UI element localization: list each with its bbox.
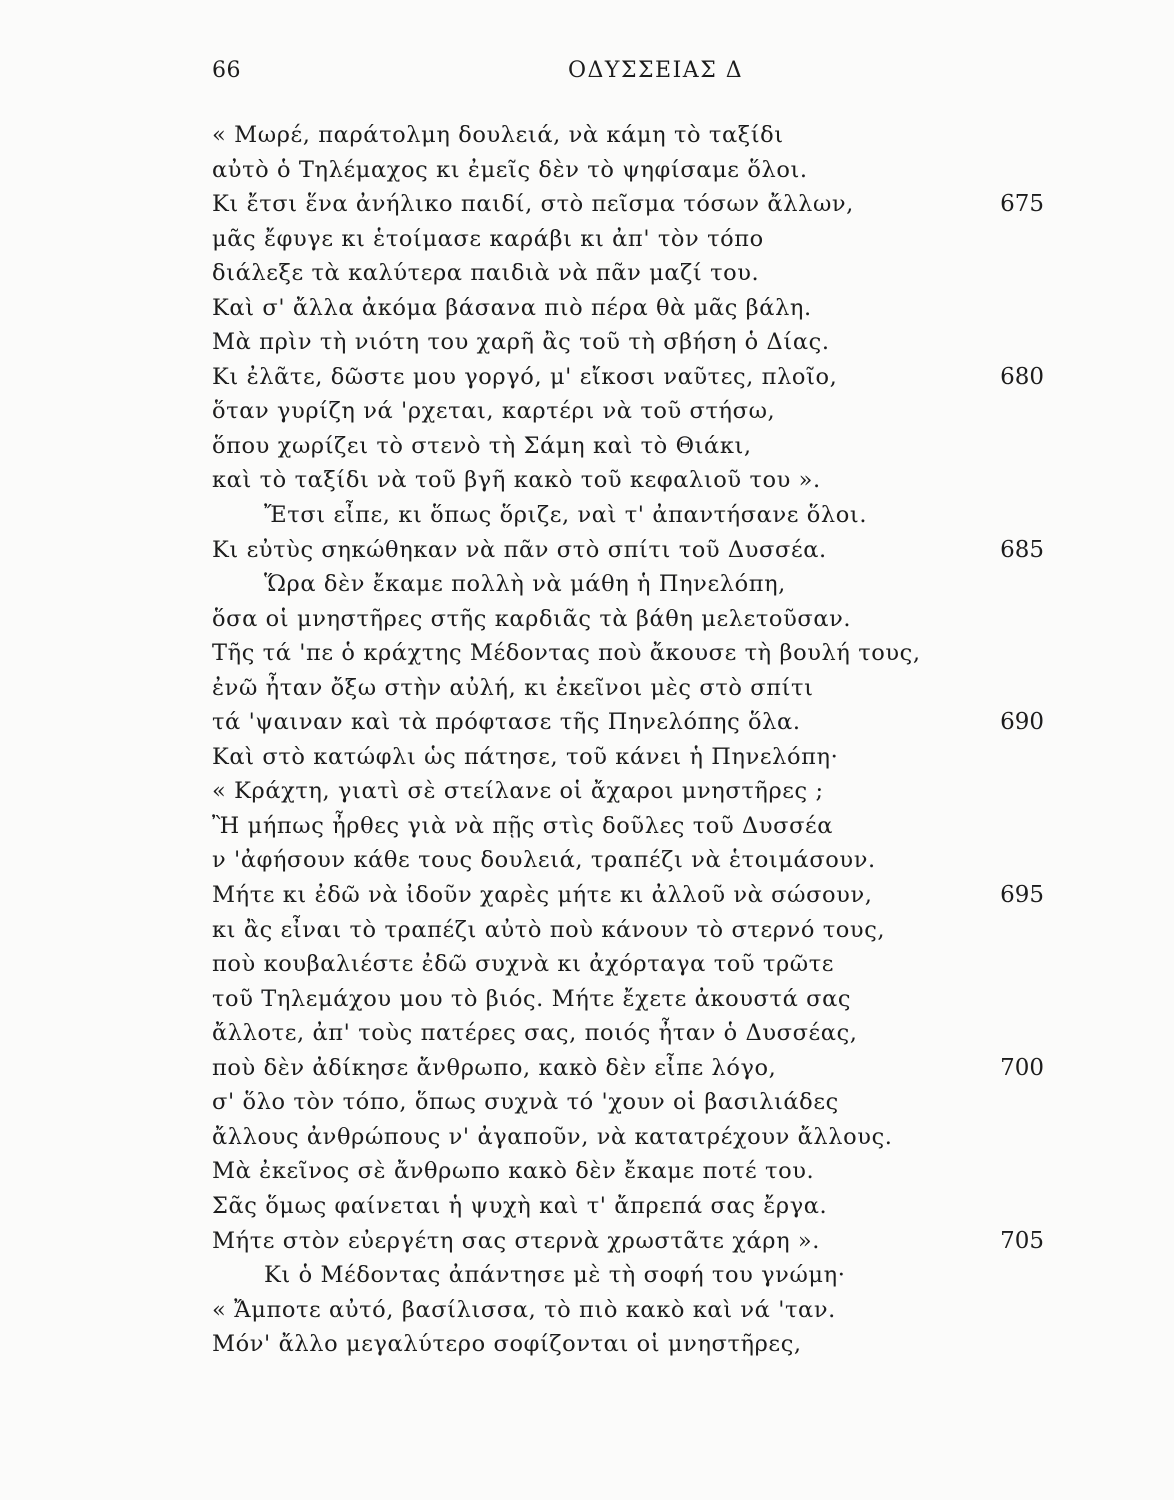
poem-text: [212, 118, 1052, 1362]
verse-line: [212, 843, 1052, 878]
verse-line: [212, 809, 1052, 844]
verse-line: [212, 1293, 1052, 1328]
verse-line: [212, 394, 1052, 429]
verse-line: [212, 567, 1052, 602]
verse-text: αὐτὸ ὁ Τηλέμαχος κι ἐμεῖς δὲν τὸ ψηφίσαμε ὅλοι.: [212, 156, 808, 183]
verse-line: [212, 1189, 1052, 1224]
verse-text: Ἢ μήπως ἦρθες γιὰ νὰ πῇς στὶς δοῦλες τοῦ Δυσσέα: [212, 812, 834, 839]
verse-line: [212, 153, 1052, 188]
verse-line: [212, 498, 1052, 533]
verse-line: [212, 463, 1052, 498]
verse-line: [212, 118, 1052, 153]
line-number: 685: [1000, 536, 1044, 563]
verse-line: [212, 982, 1052, 1017]
verse-text: Μήτε στὸν εὐεργέτη σας στερνὰ χρωστᾶτε χάρη ».: [212, 1227, 821, 1254]
verse-text: ν 'ἀφήσουν κάθε τους δουλειά, τραπέζι νὰ ἑτοιμάσουν.: [212, 847, 876, 874]
verse-text: Κι ὁ Μέδοντας ἀπάντησε μὲ τὴ σοφή του γνώμη·: [264, 1262, 846, 1289]
verse-line: [212, 222, 1052, 257]
verse-text: ὅσα οἱ μνηστῆρες στῆς καρδιᾶς τὰ βάθη μελετοῦσαν.: [212, 605, 852, 632]
line-number: 695: [1000, 882, 1044, 909]
verse-text: Μὰ πρὶν τὴ νιότη του χαρῆ ἂς τοῦ τὴ σβήση ὁ Δίας.: [212, 329, 830, 356]
line-number: 705: [1000, 1227, 1044, 1254]
verse-text: ποὺ κουβαλιέστε ἐδῶ συχνὰ κι ἀχόρταγα τοῦ τρῶτε: [212, 951, 835, 978]
verse-text: « Μωρέ, παράτολμη δουλειά, νὰ κάμη τὸ ταξίδι: [212, 122, 784, 148]
verse-text: μᾶς ἔφυγε κι ἑτοίμασε καράβι κι ἀπ' τὸν τόπο: [212, 225, 764, 252]
verse-text: ὅπου χωρίζει τὸ στενὸ τὴ Σάμη καὶ τὸ Θιάκι,: [212, 432, 752, 459]
verse-text: ποὺ δὲν ἀδίκησε ἄνθρωπο, κακὸ δὲν εἶπε λόγο,: [212, 1054, 777, 1081]
verse-line: [212, 291, 1052, 326]
verse-text: Μόν' ἄλλο μεγαλύτερο σοφίζονται οἱ μνηστῆρες,: [212, 1331, 802, 1358]
verse-text: Κι ἐλᾶτε, δῶστε μου γοργό, μ' εἴκοσι ναῦτες, πλοῖο,: [212, 363, 838, 390]
verse-line: [212, 360, 1052, 395]
verse-line: [212, 602, 1052, 637]
verse-text: Καὶ σ' ἄλλα ἀκόμα βάσανα πιὸ πέρα θὰ μᾶς βάλη.: [212, 294, 812, 321]
verse-text: « Κράχτη, γιατὶ σὲ στείλανε οἱ ἄχαροι μνηστῆρες ;: [212, 778, 824, 805]
verse-line: [212, 1085, 1052, 1120]
verse-line: [212, 1120, 1052, 1155]
verse-line: [212, 187, 1052, 222]
verse-text: σ' ὅλο τὸν τόπο, ὅπως συχνὰ τό 'χουν οἱ βασιλιάδες: [212, 1089, 839, 1116]
verse-line: [212, 705, 1052, 740]
verse-line: [212, 429, 1052, 464]
verse-line: [212, 671, 1052, 706]
verse-text: ἄλλους ἀνθρώπους ν' ἀγαποῦν, νὰ κατατρέχουν ἄλλους.: [212, 1123, 893, 1150]
verse-text: τά 'ψαιναν καὶ τὰ πρόφτασε τῆς Πηνελόπης ὅλα.: [212, 709, 801, 736]
verse-text: ὅταν γυρίζη νά 'ρχεται, καρτέρι νὰ τοῦ στήσω,: [212, 398, 776, 425]
verse-text: Ἔτσι εἶπε, κι ὅπως ὅριζε, ναὶ τ' ἀπαντήσανε ὅλοι.: [264, 502, 868, 529]
line-number: 680: [1000, 363, 1044, 390]
line-number: 675: [1000, 191, 1044, 218]
line-number: 700: [1000, 1054, 1044, 1081]
verse-text: Μήτε κι ἐδῶ νὰ ἰδοῦν χαρὲς μήτε κι ἀλλοῦ νὰ σώσουν,: [212, 882, 873, 909]
verse-text: Ὥρα δὲν ἔκαμε πολλὴ νὰ μάθη ἡ Πηνελόπη,: [264, 571, 786, 598]
verse-text: καὶ τὸ ταξίδι νὰ τοῦ βγῆ κακὸ τοῦ κεφαλιοῦ του ».: [212, 467, 821, 494]
verse-line: [212, 774, 1052, 809]
verse-line: [212, 256, 1052, 291]
verse-line: [212, 636, 1052, 671]
verse-line: [212, 1327, 1052, 1362]
verse-text: Τῆς τά 'πε ὁ κράχτης Μέδοντας ποὺ ἄκουσε τὴ βουλή τους,: [212, 640, 921, 667]
verse-text: Μὰ ἐκεῖνος σὲ ἄνθρωπο κακὸ δὲν ἔκαμε ποτέ του.: [212, 1158, 815, 1185]
verse-line: [212, 740, 1052, 775]
verse-line: [212, 913, 1052, 948]
verse-text: Κι ἔτσι ἕνα ἀνήλικο παιδί, στὸ πεῖσμα τόσων ἄλλων,: [212, 191, 854, 218]
verse-text: Σᾶς ὅμως φαίνεται ἡ ψυχὴ καὶ τ' ἄπρεπά σας ἔργα.: [212, 1192, 828, 1219]
running-head: [0, 58, 1174, 88]
verse-line: [212, 325, 1052, 360]
verse-line: [212, 1258, 1052, 1293]
verse-text: διάλεξε τὰ καλύτερα παιδιὰ νὰ πᾶν μαζί του.: [212, 260, 760, 287]
book-title: ΟΔΥΣΣΕΙΑΣ Δ: [568, 58, 744, 83]
verse-line: [212, 1051, 1052, 1086]
verse-text: « Ἄμποτε αὐτό, βασίλισσα, τὸ πιὸ κακὸ καὶ νά 'ταν.: [212, 1296, 836, 1323]
verse-text: κι ἂς εἶναι τὸ τραπέζι αὐτὸ ποὺ κάνουν τὸ στερνό τους,: [212, 916, 886, 943]
verse-text: ἐνῶ ἦταν ὄξω στὴν αὐλή, κι ἐκεῖνοι μὲς στὸ σπίτι: [212, 674, 814, 701]
verse-line: [212, 947, 1052, 982]
verse-line: [212, 1224, 1052, 1259]
verse-line: [212, 533, 1052, 568]
verse-line: [212, 878, 1052, 913]
line-number: 690: [1000, 709, 1044, 736]
verse-line: [212, 1016, 1052, 1051]
page-number: 66: [212, 58, 241, 83]
verse-text: τοῦ Τηλεμάχου μου τὸ βιός. Μήτε ἔχετε ἀκουστά σας: [212, 985, 852, 1012]
verse-text: ἄλλοτε, ἀπ' τοὺς πατέρες σας, ποιός ἦταν ὁ Δυσσέας,: [212, 1020, 858, 1047]
verse-line: [212, 1154, 1052, 1189]
verse-text: Καὶ στὸ κατώφλι ὡς πάτησε, τοῦ κάνει ἡ Πηνελόπη·: [212, 743, 839, 770]
verse-text: Κι εὐτὺς σηκώθηκαν νὰ πᾶν στὸ σπίτι τοῦ Δυσσέα.: [212, 536, 827, 563]
